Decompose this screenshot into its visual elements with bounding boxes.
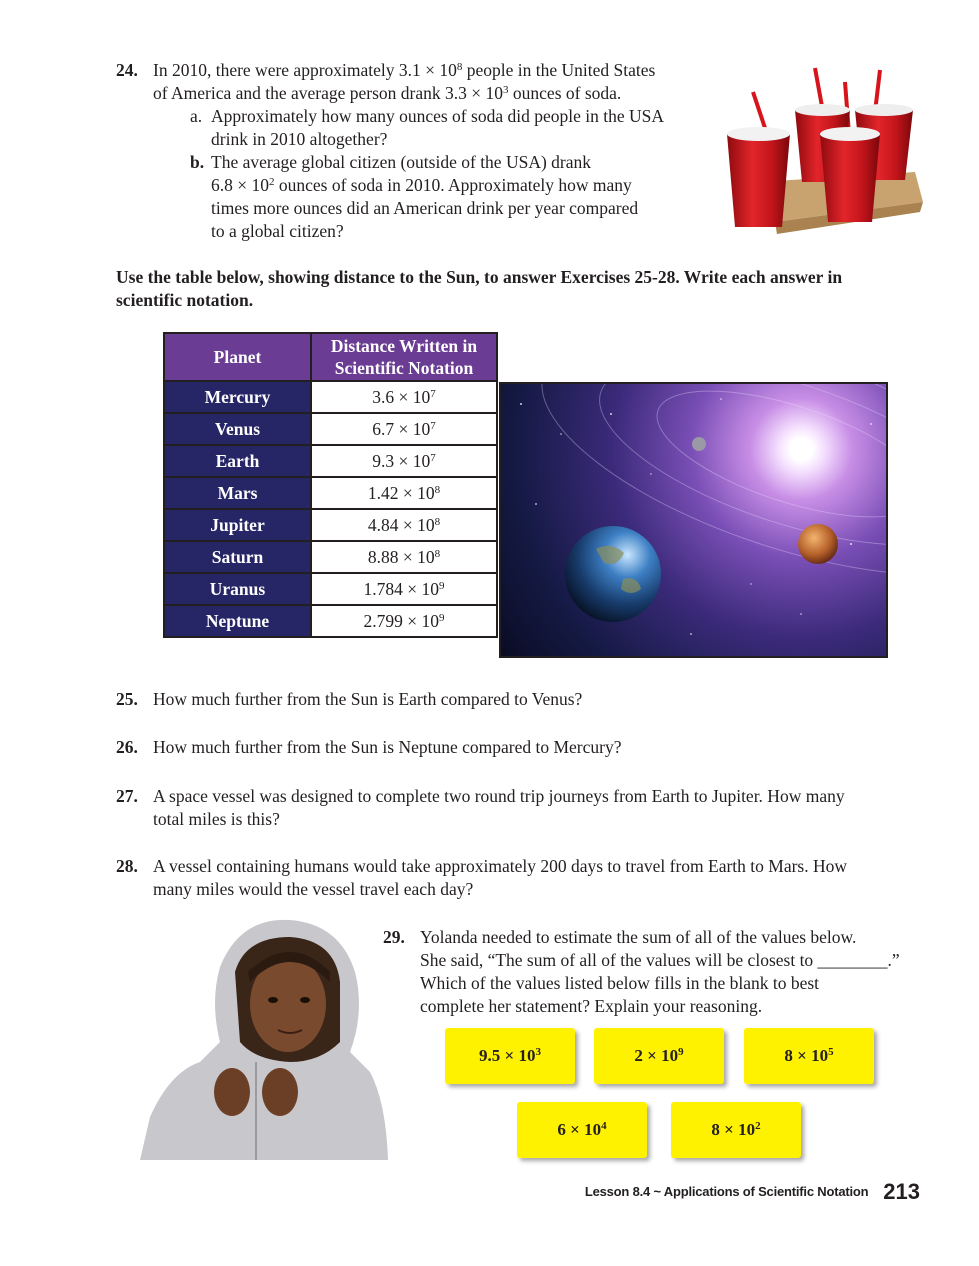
planet-distance: $3.6 \times 10^7$ bbox=[311, 381, 497, 413]
planet-name: Neptune bbox=[164, 605, 311, 637]
planet-name: Uranus bbox=[164, 573, 311, 605]
q28-number: 28. bbox=[116, 856, 138, 876]
planet-distance: $8.88 \times 10^8$ bbox=[311, 541, 497, 573]
table-row bbox=[164, 413, 497, 445]
q24-text: In 2010, there were approximately $3.1 \times 10^8$ people in the United States of America and the average person drank $3.3 \times 10^3$ ounces of soda. bbox=[153, 60, 656, 103]
planet-distance: $1.784 \times 10^9$ bbox=[311, 573, 497, 605]
q25-number: 25. bbox=[116, 689, 138, 709]
distance-table bbox=[163, 332, 498, 638]
q24b-text: The average global citizen (outside of the USA) drank $6.8 \times 10^2$ ounces of soda in 2010. Approximately how many times more ounces did an American drink per year compared to a global citizen? bbox=[211, 152, 639, 241]
table-row bbox=[164, 445, 497, 477]
planet-name: Mercury bbox=[164, 381, 311, 413]
page-footer bbox=[585, 1180, 920, 1205]
option-box: $8 \times 10^2$ bbox=[671, 1102, 801, 1158]
planet-name: Venus bbox=[164, 413, 311, 445]
q27-number: 27. bbox=[116, 786, 138, 806]
table-header-distance: Distance Written in Scientific Notation bbox=[311, 333, 497, 381]
option-box: $9.5 \times 10^3$ bbox=[445, 1028, 575, 1084]
planet-name: Saturn bbox=[164, 541, 311, 573]
instructions: Use the table below, showing distance to the Sun, to answer Exercises 25-28. Write each answer in scientific notation. bbox=[116, 267, 843, 310]
q26-text: How much further from the Sun is Neptune compared to Mercury? bbox=[153, 737, 622, 757]
q24b-label: b. bbox=[190, 152, 205, 172]
table-row bbox=[164, 573, 497, 605]
planet-distance: $9.3 \times 10^7$ bbox=[311, 445, 497, 477]
lesson-title: Lesson 8.4 ~ Applications of Scientific Notation bbox=[584, 1184, 869, 1199]
page-number: 213 bbox=[883, 1179, 920, 1204]
q25-text: How much further from the Sun is Earth compared to Venus? bbox=[153, 689, 583, 709]
q29-text: Yolanda needed to estimate the sum of all of the values below. She said, “The sum of all of the values will be closest to ________.” Which of the values listed below fills in the blank to best complete her statement? Explain your reasoning. bbox=[420, 927, 900, 1016]
planet-name: Jupiter bbox=[164, 509, 311, 541]
q28-text: A vessel containing humans would take approximately 200 days to travel from Earth to Mars. How many miles would the vessel travel each day? bbox=[153, 856, 848, 899]
table-header-planet: Planet bbox=[164, 333, 311, 381]
option-box: $8 \times 10^5$ bbox=[744, 1028, 874, 1084]
student-photo bbox=[140, 912, 388, 1160]
q29-number: 29. bbox=[383, 927, 405, 947]
soda-cups-image bbox=[715, 62, 930, 240]
planet-distance: $4.84 \times 10^8$ bbox=[311, 509, 497, 541]
planet-distance: $6.7 \times 10^7$ bbox=[311, 413, 497, 445]
q27-text: A space vessel was designed to complete two round trip journeys from Earth to Jupiter. How many total miles is this? bbox=[153, 786, 845, 829]
option-box: $6 \times 10^4$ bbox=[517, 1102, 647, 1158]
q24a-text: Approximately how many ounces of soda did people in the USA drink in 2010 altogether? bbox=[211, 106, 664, 149]
planet-distance: $1.42 \times 10^8$ bbox=[311, 477, 497, 509]
planet-name: Mars bbox=[164, 477, 311, 509]
q26-number: 26. bbox=[116, 737, 138, 757]
q24-number: 24. bbox=[116, 60, 138, 80]
table-row bbox=[164, 541, 497, 573]
solar-system-image bbox=[499, 382, 888, 658]
table-row bbox=[164, 381, 497, 413]
option-box: $2 \times 10^9$ bbox=[594, 1028, 724, 1084]
table-row bbox=[164, 509, 497, 541]
table-row bbox=[164, 477, 497, 509]
planet-name: Earth bbox=[164, 445, 311, 477]
planet-distance: $2.799 \times 10^9$ bbox=[311, 605, 497, 637]
table-row bbox=[164, 605, 497, 637]
q24a-label: a. bbox=[190, 106, 203, 126]
